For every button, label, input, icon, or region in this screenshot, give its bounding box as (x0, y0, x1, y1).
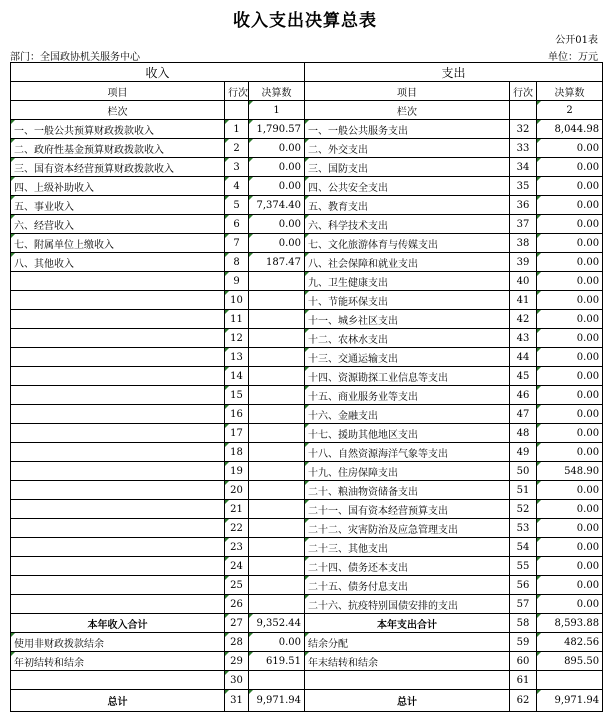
expense-col-blank (510, 101, 537, 120)
income-row-no: 3 (225, 158, 249, 177)
income-amount (249, 291, 305, 310)
expense-row-no: 35 (510, 177, 537, 196)
income-item (11, 443, 225, 462)
expense-amount: 0.00 (537, 595, 603, 614)
expense-amount: 0.00 (537, 367, 603, 386)
expense-row-no: 37 (510, 215, 537, 234)
expense-row-no: 45 (510, 367, 537, 386)
income-total-label: 本年收入合计 (11, 614, 225, 633)
income-item: 二、政府性基金预算财政拨款收入 (11, 139, 225, 158)
expense-amount: 0.00 (537, 329, 603, 348)
table-row (11, 481, 603, 500)
form-code: 公开01表 (555, 35, 598, 46)
income-row-no: 9 (225, 272, 249, 291)
income-amount (249, 671, 305, 690)
expense-col-number: 2 (537, 101, 603, 120)
income-item: 年初结转和结余 (11, 652, 225, 671)
table-row (11, 443, 603, 462)
expense-item: 九、卫生健康支出 (305, 272, 510, 291)
income-row-no: 13 (225, 348, 249, 367)
grand-total-left-value: 9,971.94 (249, 690, 305, 712)
income-header: 收入 (11, 63, 305, 82)
expense-item: 十八、自然资源海洋气象等支出 (305, 443, 510, 462)
expense-row-no: 47 (510, 405, 537, 424)
income-row-no: 5 (225, 196, 249, 215)
table-row (11, 196, 603, 215)
expense-amount: 0.00 (537, 291, 603, 310)
income-item (11, 538, 225, 557)
expense-row-no: 36 (510, 196, 537, 215)
table-row (11, 424, 603, 443)
income-row-no: 12 (225, 329, 249, 348)
income-row-no: 25 (225, 576, 249, 595)
expense-item: 七、文化旅游体育与传媒支出 (305, 234, 510, 253)
table-row (11, 405, 603, 424)
income-amount (249, 405, 305, 424)
income-amount: 7,374.40 (249, 196, 305, 215)
expense-row-no: 53 (510, 519, 537, 538)
expense-row-no: 60 (510, 652, 537, 671)
expense-amount: 0.00 (537, 576, 603, 595)
expense-item: 结余分配 (305, 633, 510, 652)
income-item (11, 519, 225, 538)
grand-total-right-label: 总计 (305, 690, 510, 712)
table-row (11, 291, 603, 310)
expense-amount: 0.00 (537, 519, 603, 538)
income-amount: 0.00 (249, 158, 305, 177)
income-row-no: 7 (225, 234, 249, 253)
table-row (11, 272, 603, 291)
income-item-header: 项目 (11, 82, 225, 101)
expense-row-no: 42 (510, 310, 537, 329)
expense-amount: 0.00 (537, 386, 603, 405)
income-row-no: 23 (225, 538, 249, 557)
expense-amount: 0.00 (537, 234, 603, 253)
income-amount (249, 367, 305, 386)
expense-col-label: 栏次 (305, 101, 510, 120)
expense-amount: 548.90 (537, 462, 603, 481)
income-row-no: 22 (225, 519, 249, 538)
expense-item: 二十六、抗疫特别国债安排的支出 (305, 595, 510, 614)
expense-amount (537, 671, 603, 690)
expense-total-no: 58 (510, 614, 537, 633)
table-row (11, 329, 603, 348)
table-row (11, 614, 603, 633)
income-amount: 187.47 (249, 253, 305, 272)
expense-amount: 0.00 (537, 196, 603, 215)
income-amount (249, 519, 305, 538)
expense-amount: 0.00 (537, 481, 603, 500)
income-item (11, 671, 225, 690)
expense-row-no: 41 (510, 291, 537, 310)
department-label: 部门：全国政协机关服务中心 (10, 52, 140, 63)
income-col-number: 1 (249, 101, 305, 120)
income-row-no: 4 (225, 177, 249, 196)
income-row-no: 18 (225, 443, 249, 462)
income-item: 八、其他收入 (11, 253, 225, 272)
table-row (11, 139, 603, 158)
expense-amount: 0.00 (537, 557, 603, 576)
expense-item: 十三、交通运输支出 (305, 348, 510, 367)
income-total-no: 27 (225, 614, 249, 633)
expense-item: 三、国防支出 (305, 158, 510, 177)
expense-item: 二十二、灾害防治及应急管理支出 (305, 519, 510, 538)
income-item (11, 424, 225, 443)
table-row (11, 633, 603, 652)
expense-item: 二十、粮油物资储备支出 (305, 481, 510, 500)
income-amount: 0.00 (249, 234, 305, 253)
income-row-no: 16 (225, 405, 249, 424)
table-row (11, 215, 603, 234)
income-amount (249, 443, 305, 462)
table-row (11, 538, 603, 557)
income-amount (249, 481, 305, 500)
income-row-no: 29 (225, 652, 249, 671)
income-amount (249, 329, 305, 348)
income-amount (249, 595, 305, 614)
income-row-no: 19 (225, 462, 249, 481)
grand-total-right-no: 62 (510, 690, 537, 712)
expense-row-no: 59 (510, 633, 537, 652)
income-amount: 1,790.57 (249, 120, 305, 139)
expense-total-label: 本年支出合计 (305, 614, 510, 633)
income-amount (249, 424, 305, 443)
expense-amount: 0.00 (537, 177, 603, 196)
expense-row-no: 44 (510, 348, 537, 367)
income-amount (249, 348, 305, 367)
expense-amount: 482.56 (537, 633, 603, 652)
income-row-no: 11 (225, 310, 249, 329)
table-row (11, 310, 603, 329)
expense-item: 二十五、债务付息支出 (305, 576, 510, 595)
table-row (11, 519, 603, 538)
table-row (11, 234, 603, 253)
income-col-blank (225, 101, 249, 120)
income-item (11, 291, 225, 310)
expense-row-no: 46 (510, 386, 537, 405)
expense-row-no: 55 (510, 557, 537, 576)
income-row-no: 15 (225, 386, 249, 405)
grand-total-right-value: 9,971.94 (537, 690, 603, 712)
income-item (11, 272, 225, 291)
income-item: 四、上级补助收入 (11, 177, 225, 196)
expense-item: 二、外交支出 (305, 139, 510, 158)
income-item: 一、一般公共预算财政拨款收入 (11, 120, 225, 139)
unit-label: 单位：万元 (548, 52, 598, 63)
table-row (11, 253, 603, 272)
income-amount: 0.00 (249, 633, 305, 652)
expense-item: 一、一般公共服务支出 (305, 120, 510, 139)
expense-row-no: 39 (510, 253, 537, 272)
expense-row-no: 52 (510, 500, 537, 519)
table-row (11, 652, 603, 671)
expense-row-no: 34 (510, 158, 537, 177)
expense-row-no: 43 (510, 329, 537, 348)
expense-item: 十一、城乡社区支出 (305, 310, 510, 329)
expense-amount: 0.00 (537, 253, 603, 272)
income-item (11, 310, 225, 329)
expense-item: 十六、金融支出 (305, 405, 510, 424)
income-row-no: 17 (225, 424, 249, 443)
table-row (11, 120, 603, 139)
expense-row-no: 49 (510, 443, 537, 462)
expense-item: 十、节能环保支出 (305, 291, 510, 310)
expense-rowno-header: 行次 (510, 82, 537, 101)
expense-total-value: 8,593.88 (537, 614, 603, 633)
expense-amount: 8,044.98 (537, 120, 603, 139)
expense-row-no: 38 (510, 234, 537, 253)
expense-row-no: 51 (510, 481, 537, 500)
income-row-no: 26 (225, 595, 249, 614)
table-row (11, 348, 603, 367)
income-amount: 0.00 (249, 215, 305, 234)
expense-row-no: 32 (510, 120, 537, 139)
expense-row-no: 56 (510, 576, 537, 595)
table-row (11, 500, 603, 519)
income-item (11, 595, 225, 614)
expense-row-no: 50 (510, 462, 537, 481)
expense-amount-header: 决算数 (537, 82, 603, 101)
table-row (11, 367, 603, 386)
income-amount (249, 386, 305, 405)
table-row (11, 462, 603, 481)
income-total-value: 9,352.44 (249, 614, 305, 633)
income-row-no: 21 (225, 500, 249, 519)
income-row-no: 6 (225, 215, 249, 234)
expense-row-no: 57 (510, 595, 537, 614)
expense-item: 二十四、债务还本支出 (305, 557, 510, 576)
grand-total-left-label: 总计 (11, 690, 225, 712)
table-row (11, 557, 603, 576)
table-row (11, 158, 603, 177)
expense-item: 十九、住房保障支出 (305, 462, 510, 481)
expense-item: 年末结转和结余 (305, 652, 510, 671)
table-row (11, 595, 603, 614)
income-item (11, 500, 225, 519)
expense-item: 二十一、国有资本经营预算支出 (305, 500, 510, 519)
income-amount-header: 决算数 (249, 82, 305, 101)
income-amount (249, 310, 305, 329)
expense-amount: 0.00 (537, 500, 603, 519)
income-item: 使用非财政拨款结余 (11, 633, 225, 652)
income-row-no: 1 (225, 120, 249, 139)
income-item (11, 462, 225, 481)
expense-item: 四、公共安全支出 (305, 177, 510, 196)
table-row (11, 177, 603, 196)
income-amount (249, 500, 305, 519)
income-amount: 0.00 (249, 139, 305, 158)
page-title: 收入支出决算总表 (233, 11, 377, 31)
income-row-no: 28 (225, 633, 249, 652)
income-row-no: 2 (225, 139, 249, 158)
expense-item: 十五、商业服务业等支出 (305, 386, 510, 405)
income-amount (249, 538, 305, 557)
expense-amount: 0.00 (537, 139, 603, 158)
expense-row-no: 61 (510, 671, 537, 690)
expense-amount: 0.00 (537, 348, 603, 367)
income-row-no: 30 (225, 671, 249, 690)
income-amount (249, 557, 305, 576)
expense-amount: 0.00 (537, 405, 603, 424)
expense-item-header: 项目 (305, 82, 510, 101)
expense-item (305, 671, 510, 690)
expense-item: 五、教育支出 (305, 196, 510, 215)
income-item (11, 481, 225, 500)
income-item (11, 405, 225, 424)
expense-amount: 0.00 (537, 215, 603, 234)
grand-total-left-no: 31 (225, 690, 249, 712)
expense-amount: 0.00 (537, 272, 603, 291)
income-item: 七、附属单位上缴收入 (11, 234, 225, 253)
expense-amount: 0.00 (537, 424, 603, 443)
expense-row-no: 33 (510, 139, 537, 158)
expense-header: 支出 (305, 63, 603, 82)
income-item: 六、经营收入 (11, 215, 225, 234)
expense-row-no: 40 (510, 272, 537, 291)
expense-item: 二十三、其他支出 (305, 538, 510, 557)
income-amount (249, 272, 305, 291)
income-item: 五、事业收入 (11, 196, 225, 215)
expense-amount: 0.00 (537, 538, 603, 557)
income-item (11, 557, 225, 576)
income-row-no: 10 (225, 291, 249, 310)
expense-item: 六、科学技术支出 (305, 215, 510, 234)
expense-amount: 0.00 (537, 443, 603, 462)
income-amount: 619.51 (249, 652, 305, 671)
income-amount (249, 576, 305, 595)
income-item (11, 367, 225, 386)
table-row (11, 576, 603, 595)
table-row (11, 386, 603, 405)
income-item (11, 386, 225, 405)
expense-item: 十二、农林水支出 (305, 329, 510, 348)
expense-item: 十七、援助其他地区支出 (305, 424, 510, 443)
income-item: 三、国有资本经营预算财政拨款收入 (11, 158, 225, 177)
income-expense-table (10, 62, 603, 712)
table-row (11, 671, 603, 690)
expense-row-no: 54 (510, 538, 537, 557)
income-amount: 0.00 (249, 177, 305, 196)
expense-item: 十四、资源勘探工业信息等支出 (305, 367, 510, 386)
income-row-no: 20 (225, 481, 249, 500)
income-row-no: 14 (225, 367, 249, 386)
expense-item: 八、社会保障和就业支出 (305, 253, 510, 272)
expense-amount: 0.00 (537, 158, 603, 177)
expense-amount: 0.00 (537, 310, 603, 329)
income-amount (249, 462, 305, 481)
income-col-label: 栏次 (11, 101, 225, 120)
expense-row-no: 48 (510, 424, 537, 443)
income-item (11, 576, 225, 595)
income-row-no: 24 (225, 557, 249, 576)
income-rowno-header: 行次 (225, 82, 249, 101)
income-item (11, 348, 225, 367)
income-row-no: 8 (225, 253, 249, 272)
income-item (11, 329, 225, 348)
expense-amount: 895.50 (537, 652, 603, 671)
table-row (11, 690, 603, 712)
